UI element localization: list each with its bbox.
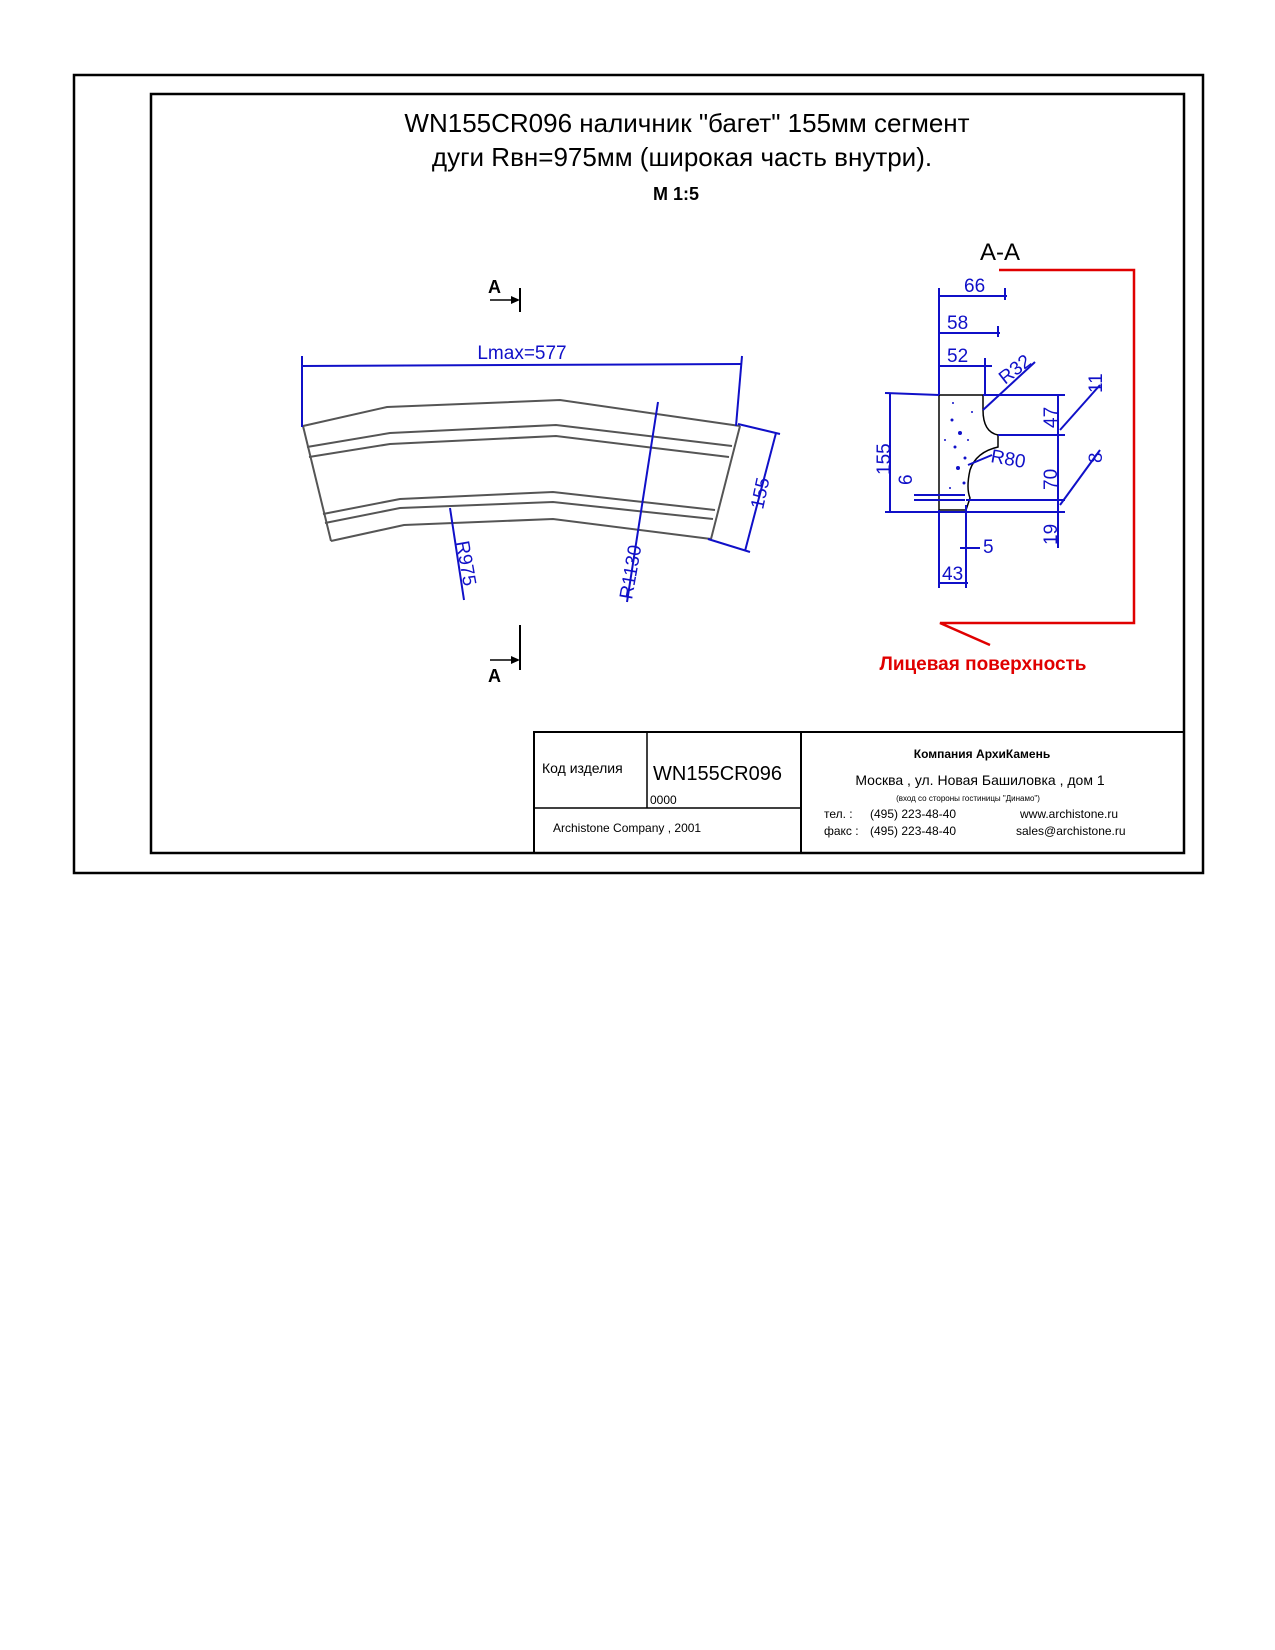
dim-r32-label: R32 <box>995 350 1036 389</box>
segment-right-end <box>711 426 740 539</box>
dim-length-ext-right <box>736 356 742 426</box>
segment-groove-2 <box>309 436 729 457</box>
dim-155-label: 155 <box>874 443 895 475</box>
dim-width-ext-bottom <box>708 539 750 552</box>
drawing-title-line2: дуги Rвн=975мм (широкая часть внутри). <box>431 142 933 172</box>
dim-r80-label: R80 <box>989 446 1028 473</box>
section-view <box>874 239 1134 675</box>
dim-11-label: 11 <box>1086 373 1107 393</box>
company-address-note: (вход со стороны гостиницы "Динамо") <box>896 794 1040 803</box>
dim-length-line <box>301 364 742 366</box>
drawing-scale: М 1:5 <box>652 184 700 204</box>
plan-view <box>301 277 780 686</box>
profile-outline <box>939 395 998 510</box>
copyright-text: Archistone Company , 2001 <box>553 821 702 835</box>
segment-groove-1 <box>307 425 732 447</box>
drawing-title-line1: WN155CR096 наличник "багет" 155мм сегмент <box>404 108 970 138</box>
company-address: Москва , ул. Новая Башиловка , дом 1 <box>855 772 1105 788</box>
product-code-value: WN155CR096 <box>653 763 782 785</box>
dim-length-label: Lmax=577 <box>477 343 567 364</box>
company-name: Компания АрхиКамень <box>913 747 1051 761</box>
website-link[interactable]: www.archistone.ru <box>1020 807 1119 821</box>
face-surface-label: Лицевая поверхность <box>879 654 1087 675</box>
dim-66-label: 66 <box>964 276 986 297</box>
email-link[interactable]: sales@archistone.ru <box>1016 824 1126 838</box>
dim-70-label: 70 <box>1041 468 1062 490</box>
dim-155-ext-top <box>885 393 939 395</box>
fax-value: (495) 223-48-40 <box>870 824 957 838</box>
segment-outer-edge <box>303 400 740 426</box>
dim-outer-radius-label: R1130 <box>616 543 647 601</box>
section-arrow-head-top <box>511 296 520 304</box>
dim-47-label: 47 <box>1041 406 1062 428</box>
dim-6-label: 6 <box>896 474 917 485</box>
phone-label: тел. : <box>824 807 853 821</box>
dim-5-label: 5 <box>983 537 994 558</box>
segment-inner-edge <box>331 519 711 541</box>
dim-52-label: 52 <box>947 346 969 367</box>
section-title: А-А <box>979 239 1021 266</box>
section-marker-bottom: А <box>488 666 501 686</box>
dim-width-label: 155 <box>747 475 775 512</box>
dim-inner-radius-label: R975 <box>451 539 480 588</box>
inner-frame <box>151 94 1184 853</box>
dim-19-label: 19 <box>1041 523 1062 545</box>
section-arrow-head-bottom <box>511 656 520 664</box>
dim-43-label: 43 <box>942 564 964 585</box>
fax-label: факс : <box>824 824 859 838</box>
product-code-label: Код изделия <box>542 760 623 776</box>
phone-value: (495) 223-48-40 <box>870 807 957 821</box>
dim-58-label: 58 <box>947 313 969 334</box>
section-marker-top: А <box>488 277 501 297</box>
title-block <box>534 732 1184 853</box>
product-code-sub: 0000 <box>650 793 677 807</box>
dim-width-ext-top <box>738 424 780 434</box>
dim-8-label: 8 <box>1086 452 1107 463</box>
